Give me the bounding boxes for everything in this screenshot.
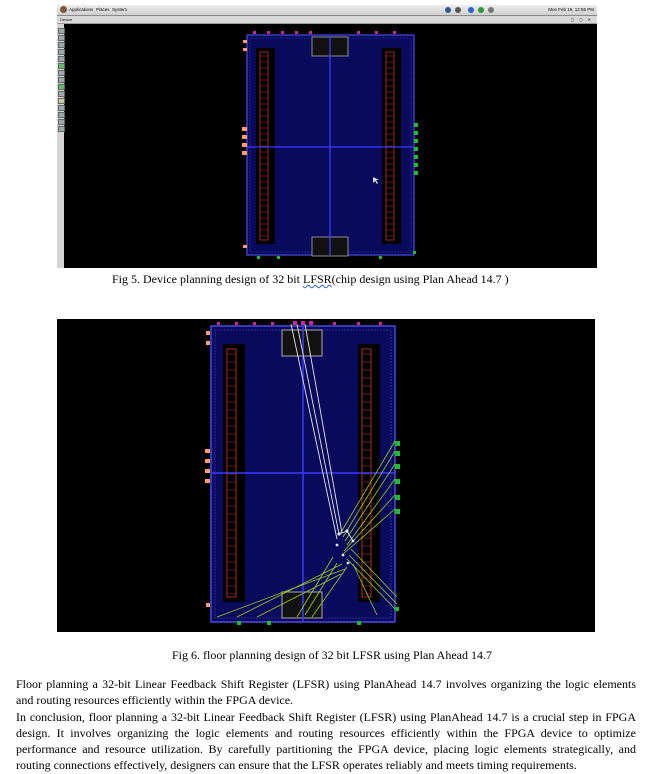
body-text [16, 676, 636, 774]
paragraph-2: In conclusion, floor planning a 32-bit Linear Feedback Shift Register (LFSR) using PlanAhead 14.7 is a crucial step in FPGA design. It involves organizing the logic elements and routing resources efficiently within the FPGA device to optimize performance and resource utilization. By carefully partitioning the FPGA device, placing logic elements strategically, and routing connections effectively, designers can ensure that the LFSR operates reliably and meets timing requirements. [16, 709, 636, 773]
menu-system[interactable]: System [112, 7, 128, 12]
caption-suffix: (chip design using Plan Ahead 14.7 ) [331, 272, 509, 286]
view-controls[interactable]: ◻ ◻ ✕ [570, 17, 593, 22]
menu-places[interactable]: Places [96, 7, 110, 12]
figure-6-caption: Fig 6. floor planning design of 32 bit LFSR using Plan Ahead 14.7 [172, 648, 492, 662]
caption-prefix: Fig 5. Device planning design of 32 bit [112, 272, 303, 286]
system-clock: Mon Feb 19, 12:55 PM [548, 7, 594, 12]
floorplan-canvas [57, 319, 595, 632]
paragraph-1: Floor planning a 32-bit Linear Feedback Shift Register (LFSR) using PlanAhead 14.7 involves organizing the logic elements and routing resources efficiently within the FPGA device. [16, 677, 636, 708]
caption-word: LFSR [302, 272, 332, 286]
menu-applications[interactable]: Applications [69, 7, 94, 12]
bottom-block [282, 592, 322, 618]
figure-6-floorplan [57, 319, 595, 632]
figure-5-screenshot [57, 5, 597, 268]
figure-5-caption [112, 272, 509, 286]
top-block [282, 330, 322, 356]
device-view-canvas[interactable] [57, 5, 597, 268]
tab-device[interactable]: Device [60, 17, 73, 22]
